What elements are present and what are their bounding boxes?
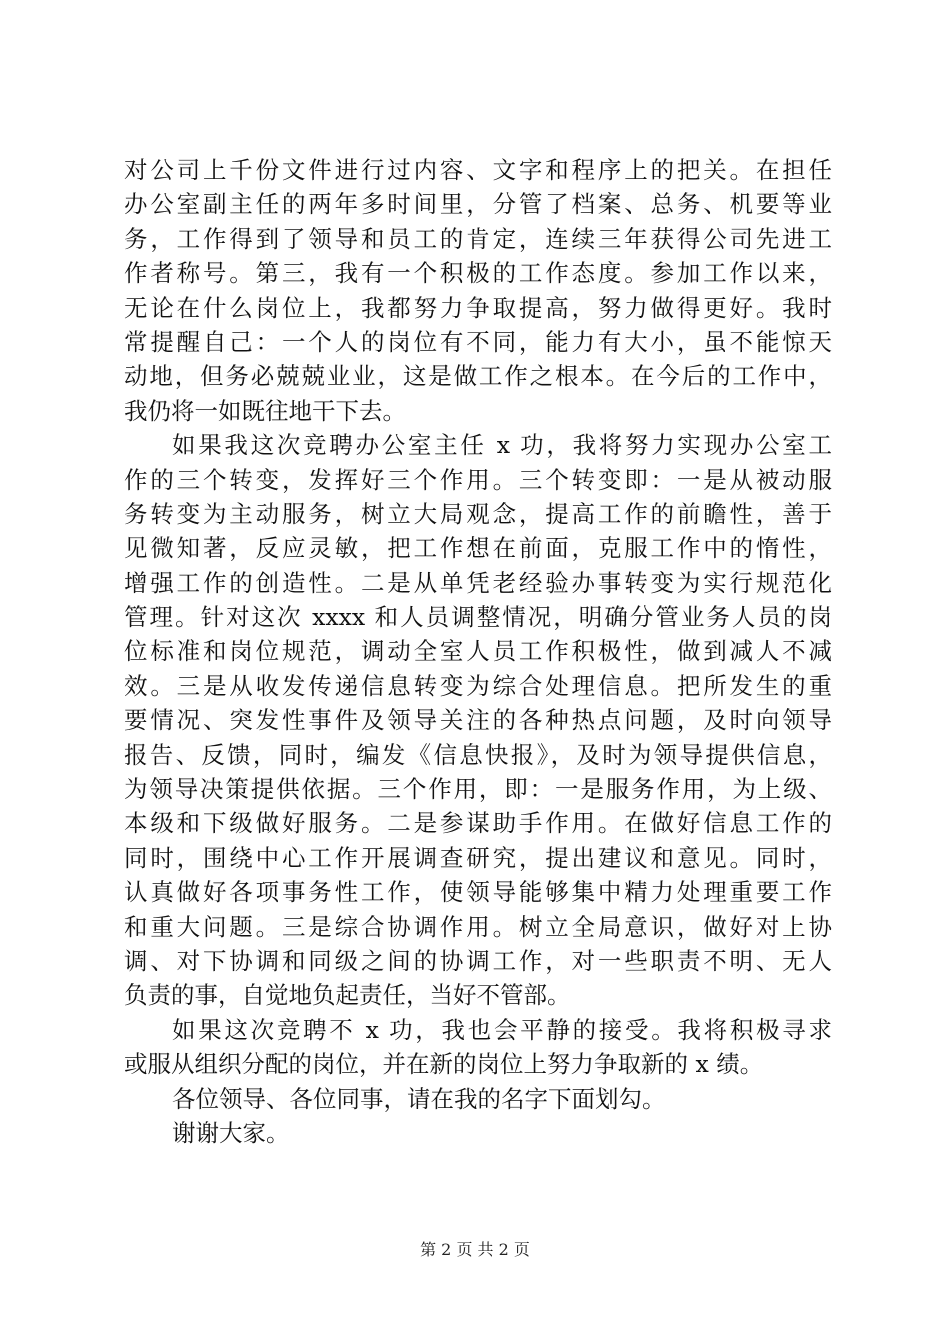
text-line: 效。三是从收发传递信息转变为综合处理信息。把所发生的重 bbox=[124, 671, 832, 700]
text-line: 或服从组织分配的岗位，并在新的岗位上努力争取新的 x 绩。 bbox=[124, 1050, 764, 1079]
text-line: 务转变为主动服务，树立大局观念，提高工作的前瞻性，善于 bbox=[124, 499, 832, 528]
text-line: 见微知著，反应灵敏，把工作想在前面，克服工作中的惰性， bbox=[124, 534, 832, 563]
thanks-line: 谢谢大家。 bbox=[172, 1118, 290, 1147]
text-line: 同时，围绕中心工作开展调查研究，提出建议和意见。同时， bbox=[124, 843, 832, 872]
closing-line: 各位领导、各位同事，请在我的名字下面划勾。 bbox=[172, 1084, 666, 1113]
text-line: 为领导决策提供依据。三个作用，即：一是服务作用，为上级、 bbox=[124, 775, 832, 804]
text-line: 报告、反馈，同时，编发《信息快报》，及时为领导提供信息， bbox=[124, 740, 832, 769]
text-line: 本级和下级做好服务。二是参谋助手作用。在做好信息工作的 bbox=[124, 809, 832, 838]
text-line: 管理。针对这次 xxxx 和人员调整情况，明确分管业务人员的岗 bbox=[124, 603, 832, 632]
text-line: 对公司上千份文件进行过内容、文字和程序上的把关。在担任 bbox=[124, 156, 832, 184]
text-line: 无论在什么岗位上，我都努力争取提高，努力做得更好。我时 bbox=[124, 293, 832, 322]
text-line: 办公室副主任的两年多时间里，分管了档案、总务、机要等业 bbox=[124, 190, 832, 219]
text-line: 动地，但务必兢兢业业，这是做工作之根本。在今后的工作中， bbox=[124, 362, 832, 391]
text-line: 认真做好各项事务性工作，使领导能够集中精力处理重要工作 bbox=[124, 878, 832, 907]
text-line: 我仍将一如既往地干下去。 bbox=[124, 396, 406, 425]
text-line: 增强工作的创造性。二是从单凭老经验办事转变为实行规范化 bbox=[124, 568, 832, 597]
text-line: 作的三个转变，发挥好三个作用。三个转变即：一是从被动服 bbox=[124, 465, 832, 494]
paragraph-start-line: 如果我这次竞聘办公室主任 x 功，我将努力实现办公室工 bbox=[172, 431, 832, 460]
text-line: 务，工作得到了领导和员工的肯定，连续三年获得公司先进工 bbox=[124, 224, 832, 253]
text-line: 要情况、突发性事件及领导关注的各种热点问题，及时向领导 bbox=[124, 706, 832, 735]
page-number-footer: 第 2 页 共 2 页 bbox=[420, 1240, 530, 1259]
text-line: 位标准和岗位规范，调动全室人员工作积极性，做到减人不减 bbox=[124, 637, 832, 666]
text-line: 负责的事，自觉地负起责任，当好不管部。 bbox=[124, 981, 571, 1010]
paragraph-start-line: 如果这次竞聘不 x 功，我也会平静的接受。我将积极寻求 bbox=[172, 1015, 832, 1044]
text-line: 调、对下协调和同级之间的协调工作，对一些职责不明、无人 bbox=[124, 946, 832, 975]
text-line: 常提醒自己：一个人的岗位有不同，能力有大小，虽不能惊天 bbox=[124, 327, 832, 356]
text-line: 和重大问题。三是综合协调作用。树立全局意识，做好对上协 bbox=[124, 912, 832, 941]
text-line: 作者称号。第三，我有一个积极的工作态度。参加工作以来， bbox=[124, 259, 832, 288]
document-body bbox=[124, 153, 832, 1150]
